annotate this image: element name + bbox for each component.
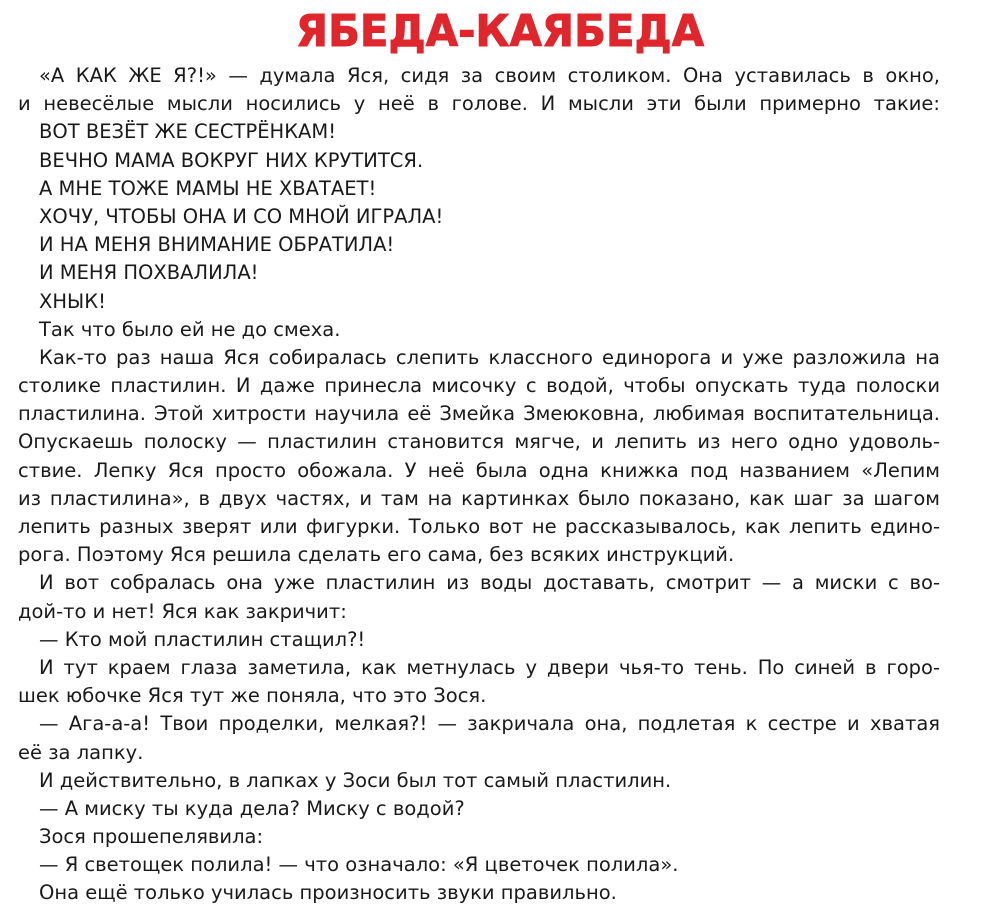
text-line: лепить разных зверят или фигурки. Только вот не рассказывалось, как лепить едино- (18, 515, 940, 538)
text-line: ХНЫК! (39, 289, 106, 313)
text-line: — Ага-а-а! Твои проделки, мелкая?! — закричала она, подлетая к сестре и хватая (39, 712, 940, 736)
text-line: И вот собралась она уже пластилин из воды доставать, смотрит — а миски с во- (39, 571, 940, 595)
text-line: Опускаешь полоску — пластилин становится мягче, и лепить из него одно удоволь- (18, 430, 940, 454)
text-line: из пластилина», в двух частях, и там на картинках было показано, как шаг за шагом (18, 486, 940, 510)
text-line: И тут краем глаза заметила, как метнулась у двери чья-то тень. По синей в горо- (39, 655, 940, 679)
text-line: — А миску ты куда дела? Миску с водой? (39, 796, 465, 820)
text-line: И МЕНЯ ПОХВАЛИЛА! (39, 261, 259, 285)
text-line: ВЕЧНО МАМА ВОКРУГ НИХ КРУТИТСЯ. (39, 148, 424, 172)
text-line: Как-то раз наша Яся собиралась слепить классного единорога и уже разложила на (39, 345, 940, 369)
text-line: пластилина. Этой хитрости научила её Змейка Змеюковна, любимая воспитательница. (18, 402, 940, 426)
page-title: ЯБЕДА-КАЯБЕДА (295, 6, 705, 57)
text-line: столике пластилин. И даже принесла мисочку с водой, чтобы опускать туда полоски (18, 374, 940, 398)
text-line: шек юбочке Яся тут же поняла, что это Зося. (18, 684, 487, 708)
text-line: — Я светощек полила! — что означало: «Я цветочек полила». (39, 853, 679, 877)
text-line: Она ещё только училась произносить звуки правильно. (39, 881, 617, 905)
text-line: — Кто мой пластилин стащил?! (39, 627, 366, 651)
text-line: ХОЧУ, ЧТОБЫ ОНА И СО МНОЙ ИГРАЛА! (39, 204, 444, 228)
text-line: ствие. Лепку Яся просто обожала. У неё была одна книжка под названием «Лепим (18, 458, 940, 482)
text-line: её за лапку. (18, 740, 144, 764)
text-line: дой-то и нет! Яся как закричит: (18, 599, 347, 623)
text-line: и невесёлые мысли носились у неё в голове. И мысли эти были примерно такие: (18, 92, 940, 116)
text-line: ВОТ ВЕЗЁТ ЖЕ СЕСТРЁНКАМ! (39, 120, 337, 144)
text-line: «А КАК ЖЕ Я?!» — думала Яся, сидя за своим столиком. Она уставилась в окно, (39, 64, 940, 87)
story-text (18, 62, 940, 908)
text-line: И НА МЕНЯ ВНИМАНИЕ ОБРАТИЛА! (39, 233, 395, 257)
text-line: И действительно, в лапках у Зоси был тот самый пластилин. (39, 768, 672, 792)
text-line: А МНЕ ТОЖЕ МАМЫ НЕ ХВАТАЕТ! (39, 176, 377, 200)
text-line: Так что было ей не до смеха. (39, 317, 341, 341)
text-line: Зося прошепелявила: (39, 825, 264, 849)
text-line: рога. Поэтому Яся решила сделать его сама, без всяких инструкций. (18, 543, 735, 567)
